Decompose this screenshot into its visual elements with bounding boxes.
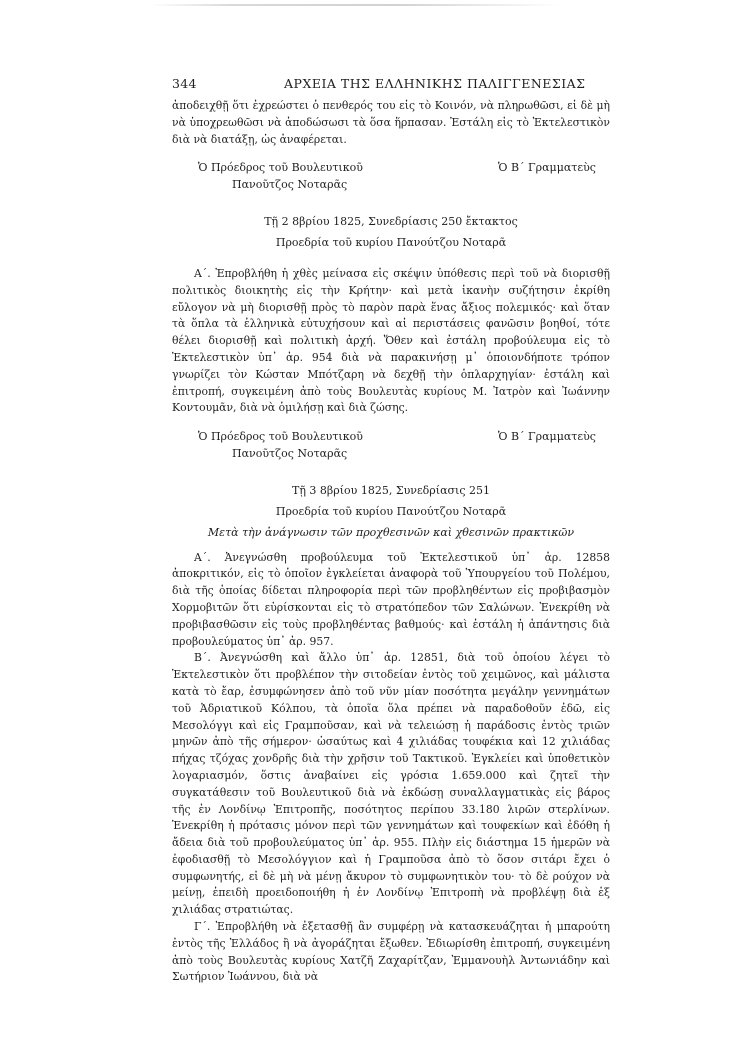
session-251-paragraph-b: Β΄. Ἀνεγνώσθη καὶ ἄλλο ὑπ᾿ ἀρ. 12851, διὰ τοῦ ὁποίου λέγει τὸ Ἐκτελεστικὸν ὅτι προβλέπον τὴν σιτοδείαν ἐντὸς τοῦ χειμῶνος, καὶ μάλιστα κατὰ τὸ ἔαρ, ἐσυμφώνησεν ἀπὸ τοῦ νῦν μίαν ποσότητα μεγάλην γεννημάτων τοῦ Ἀδριατικοῦ Κόλπου, τὰ ὁποῖα ὅλα πρέπει νὰ παραδοθοῦν ἐδῶ, εἰς Μεσολόγγι καὶ εἰς Γραμποῦσαν, καὶ νὰ τελειώσῃ ἡ παράδοσις ἐντὸς τριῶν μηνῶν ἀπὸ τῆς σήμερον· ὡσαύτως καὶ 4 χιλιάδας τουφέκια καὶ 12 χιλιάδας πήχας τζόχας χονδρῆς διὰ τὴν χρῆσιν τοῦ Τακτικοῦ. Ἐγκλείει καὶ ὑποθετικὸν λογαριασμόν, ὅστις ἀναβαίνει εἰς γρόσια 1.659.000 καὶ ζητεῖ τὴν συγκατάθεσιν τοῦ Βουλευτικοῦ διὰ νὰ ἐκδώσῃ συναλλαγματικὰς εἰς βάρος τῆς ἐν Λονδίνῳ Ἐπιτροπῆς, ποσότητος περίπου 33.180 λιρῶν στερλίνων. Ἐνεκρίθη ἡ πρότασις μόνον περὶ τῶν γεννημάτων καὶ τουφεκίων καὶ ἐδόθη ἡ ἄδεια διὰ τοῦ προβουλεύματος ὑπ᾿ ἀρ. 955. Πλὴν εἰς διάστημα 15 ἡμερῶν νὰ ἐφοδιασθῇ τὸ Μεσολόγγιον καὶ ἡ Γραμποῦσα ἀπὸ τὸ ὅσον σιτάρι ἔχει ὁ συμφωνητής, εἰ δὲ μὴ νὰ μένῃ ἄκυρον τὸ συμφωνητικὸν του· τὸ δὲ ρούχον νὰ μείνῃ, ἐπειδὴ προειδοποιήθη ἡ ἐν Λονδίνῳ Ἐπιτροπὴ νὰ προβλέψῃ διὰ ἑξ χιλιάδας στρατιώτας. bbox=[172, 651, 610, 917]
session-heading-251: Τῇ 3 8βρίου 1825, Συνεδρίασις 251 bbox=[291, 484, 490, 498]
session-heading-250: Τῇ 2 8βρίου 1825, Συνεδρίασις 250 ἔκτακτος bbox=[264, 215, 518, 229]
page-number: 344 bbox=[172, 76, 197, 91]
signature-block-2 bbox=[172, 429, 610, 467]
running-title: ΑΡΧΕΙΑ ΤΗΣ ΕΛΛΗΝΙΚΗΣ ΠΑΛΙΓΓΕΝΕΣΙΑΣ bbox=[284, 76, 586, 91]
session-presidency-251: Προεδρία τοῦ κυρίου Πανούτζου Νοταρᾶ bbox=[275, 504, 507, 518]
session-251-paragraph-a: Α΄. Ἀνεγνώσθη προβούλευμα τοῦ Ἐκτελεστικοῦ ὑπ᾿ ἀρ. 12858 ἀποκριτικόν, εἰς τὸ ὁποῖον ἐγκλείεται ἀναφορὰ τοῦ Ὑπουργείου τοῦ Πολέμου, διὰ τῆς ὁποίας δίδεται πληροφορία περὶ τῶν προβληθέντων εἰς προβιβασμὸν Χορμοβιτῶν ὅτι εὑρίσκονται εἰς τὸ στρατόπεδον τῶν Σαλώνων. Ἐνεκρίθη νὰ προβιβασθῶσιν εἰς τοὺς προβληθέντας βαθμούς· καὶ ἐστάλη ἡ ἀπάντησις διὰ προβουλεύματος ὑπ᾿ ἀρ. 957. bbox=[172, 550, 610, 648]
secretary-title: Ὁ Β΄ Γραμματεὺς bbox=[498, 161, 596, 175]
session-note-251: Μετὰ τὴν ἀνάγνωσιν τῶν προχθεσινῶν καὶ χθεσινῶν πρακτικῶν bbox=[207, 525, 575, 539]
signature-block-1 bbox=[172, 160, 610, 198]
session-250-paragraph: Α΄. Ἐπροβλήθη ἡ χθὲς μείνασα εἰς σκέψιν ὑπόθεσις περὶ τοῦ νὰ διορισθῇ πολιτικὸς διοικητὴς εἰς τὴν Κρήτην· καὶ μετὰ ἱκανὴν συζήτησιν ἐκρίθη εὔλογον νὰ μὴ διορισθῇ πρὸς τὸ παρὸν παρὰ ἕνας ἄξιος πολεμικός· καὶ ὅταν τὰ ὅπλα τὰ ἑλληνικὰ εὐτυχήσουν καὶ αἱ περιστάσεις φανῶσιν βοηθοί, τότε θέλει διορισθῇ καὶ πολιτικὴ ἀρχή. Ὅθεν καὶ ἐστάλη προβούλευμα εἰς τὸ Ἐκτελεστικὸν ὑπ᾿ ἀρ. 954 διὰ νὰ παρακινήσῃ μ᾿ ὁποιονδήποτε τρόπον γνωρίζει τὸν Κώσταν Μπότζαρη νὰ δεχθῇ τὴν ὁπλαρχηγίαν· ἐστάλη καὶ ἐπιτροπή, συγκειμένη ἀπὸ τοὺς Βουλευτὰς κυρίους Μ. Ἰατρὸν καὶ Ἰωάννην Κοντουμᾶν, διὰ νὰ ὁμιλήσῃ καὶ διὰ ζώσης. bbox=[172, 266, 610, 415]
president-title: Ὁ Πρόεδρος τοῦ Βουλευτικοῦ bbox=[198, 430, 363, 444]
scan-edge-artifact bbox=[150, 4, 560, 6]
session-presidency-250: Προεδρία τοῦ κυρίου Πανούτζου Νοταρᾶ bbox=[275, 236, 507, 250]
opening-paragraph: ἀποδειχθῇ ὅτι ἐχρεώστει ὁ πενθερός του εἰς τὸ Κοινόν, νὰ πληρωθῶσι, εἰ δὲ μὴ νὰ ὑποχρεωθῶσι νὰ ἀποδώσωσι τὰ ὅσα ἥρπασαν. Ἐστάλη εἰς τὸ Ἐκτελεστικὸν διὰ νὰ διατάξῃ, ὡς ἀναφέρεται. bbox=[172, 99, 610, 146]
session-251-paragraph-c: Γ΄. Ἐπροβλήθη νὰ ἐξετασθῇ ἂν συμφέρῃ νὰ κατασκευάζηται ἡ μπαρούτη ἐντὸς τῆς Ἑλλάδος ἢ νὰ ἀγοράζηται ἔξωθεν. Ἐδιωρίσθη ἐπιτροπή, συγκειμένη ἀπὸ τοὺς Βουλευτὰς κυρίους Χατζῆ Ζαχαρίτζαν, Ἐμμανουὴλ Ἀντωνιάδην καὶ Σωτήριον Ἰωάννου, διὰ νὰ bbox=[172, 920, 610, 984]
president-name: Πανοῦτζος Νοταρᾶς bbox=[232, 178, 348, 192]
president-name: Πανοῦτζος Νοταρᾶς bbox=[232, 447, 348, 461]
secretary-title: Ὁ Β΄ Γραμματεὺς bbox=[498, 430, 596, 444]
president-title: Ὁ Πρόεδρος τοῦ Βουλευτικοῦ bbox=[198, 161, 363, 175]
page-body bbox=[172, 98, 610, 986]
